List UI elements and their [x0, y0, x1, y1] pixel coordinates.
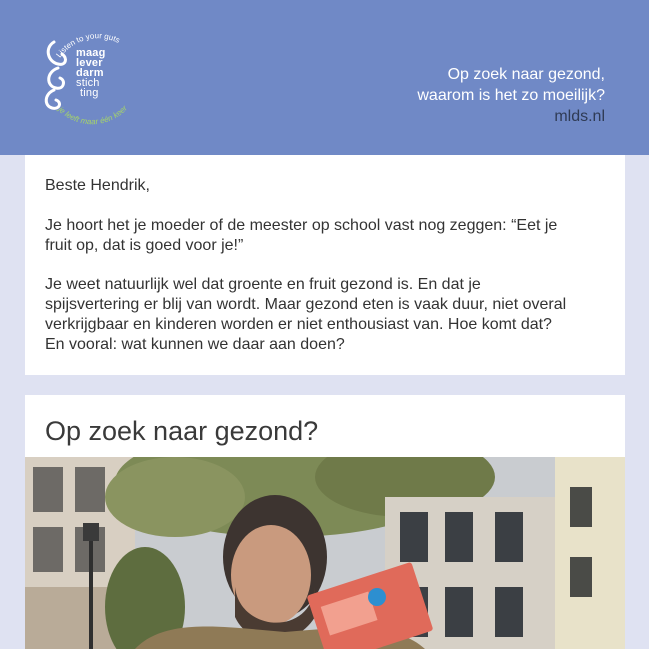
- svg-text:je leeft maar één keer: [56, 104, 129, 127]
- logo-arc-top: Listen to your guts: [54, 31, 122, 60]
- tagline-line-1: Op zoek naar gezond,: [447, 66, 605, 83]
- intro-para1-line2: fruit op, dat is goed voor je!”: [45, 237, 244, 254]
- logo-word-4: stich: [76, 77, 100, 89]
- intro-card: [25, 155, 625, 375]
- mlds-logo[interactable]: [40, 28, 150, 128]
- greeting: Beste Hendrik,: [45, 177, 150, 194]
- logo-word-5: ting: [80, 87, 99, 99]
- logo-arc-bottom: je leeft maar één keer: [56, 103, 129, 127]
- logo-word-2: lever: [76, 57, 103, 69]
- intro-para2-line2: spijsvertering er blij van wordt. Maar gezond eten is vaak duur, niet overal: [45, 296, 567, 313]
- logo-word-3: darm: [76, 67, 104, 79]
- email-header: [0, 0, 649, 155]
- logo-word-1: maag: [76, 47, 106, 59]
- hero-photo[interactable]: [25, 457, 625, 649]
- intro-para2-line3: verkrijgbaar en kinderen worden er niet enthousiast van. Hoe komt dat?: [45, 316, 552, 333]
- intro-para1-line1: Je hoort het je moeder of de meester op school vast nog zeggen: “Eet je: [45, 217, 558, 234]
- intro-para2-line1: Je weet natuurlijk wel dat groente en fruit gezond is. En dat je: [45, 276, 481, 293]
- section-card: [25, 395, 625, 649]
- intro-para2-line4: En vooral: wat kunnen we daar aan doen?: [45, 336, 345, 353]
- section-title: Op zoek naar gezond?: [45, 416, 319, 446]
- tagline-line-2: waarom is het zo moeilijk?: [417, 87, 605, 104]
- site-link[interactable]: mlds.nl: [554, 108, 605, 125]
- header-tagline: [417, 64, 605, 127]
